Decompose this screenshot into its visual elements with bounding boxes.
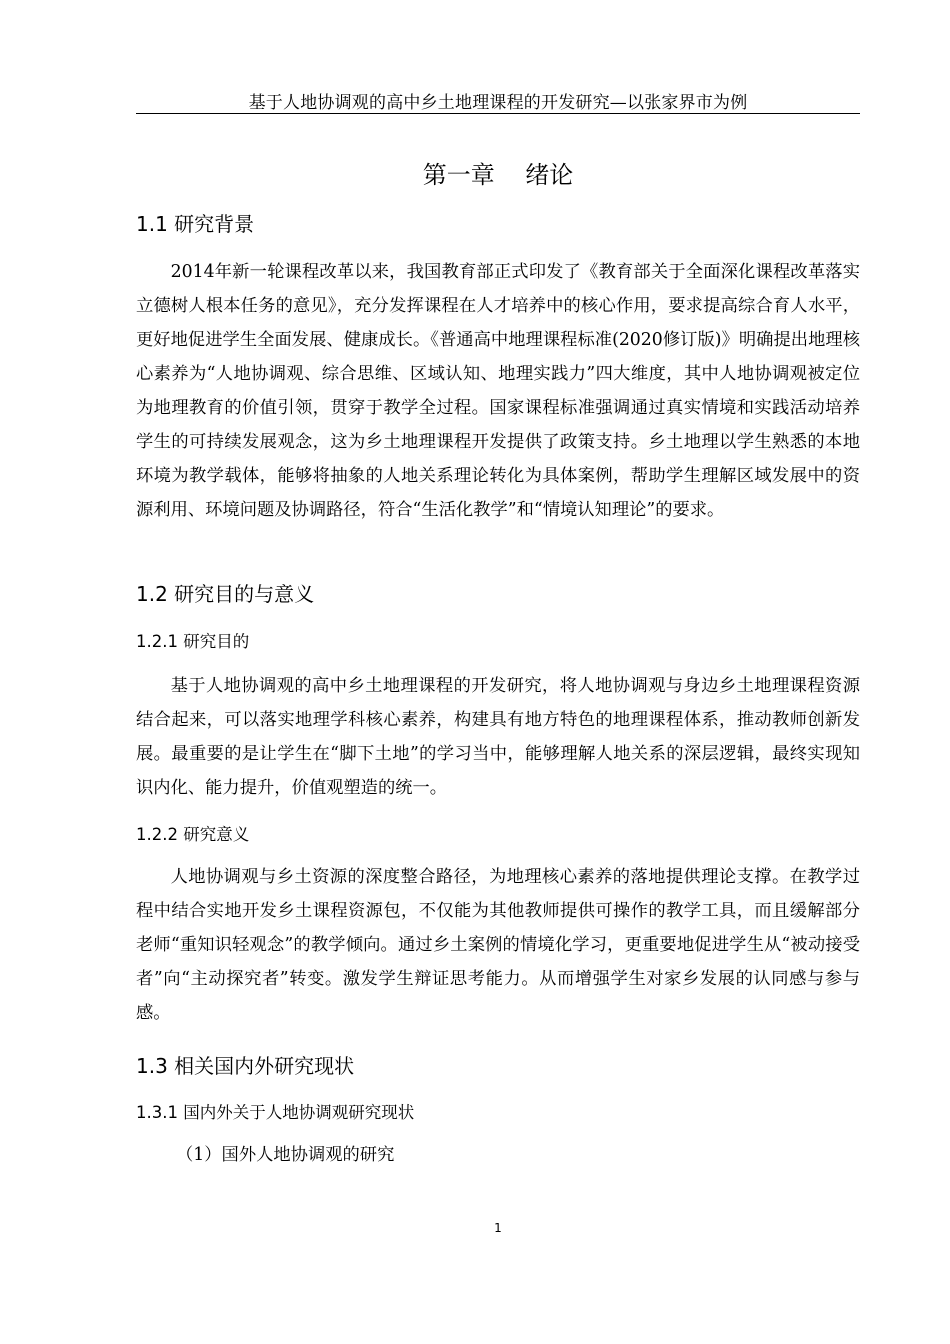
paragraph-research-purpose: 基于人地协调观的高中乡土地理课程的开发研究，将人地协调观与身边乡土地理课程资源结合起来，可以落实地理学科核心素养，构建具有地方特色的地理课程体系，推动教师创新发展。最重要的是让学生在“脚下土地”的学习当中，能够理解人地关系的深层逻辑，最终实现知识内化、能力提升，价值观塑造的统一。 [136,676,860,798]
running-header: 基于人地协调观的高中乡土地理课程的开发研究—以张家界市为例 [248,93,748,113]
section-heading-1-3: 1.3 相关国内外研究现状 [136,1054,355,1078]
section-heading-1-1: 1.1 研究背景 [136,212,255,236]
list-item-foreign-research: （1）国外人地协调观的研究 [176,1145,395,1165]
subsection-heading-1-3-1: 1.3.1 国内外关于人地协调观研究现状 [136,1103,415,1122]
section-heading-1-2: 1.2 研究目的与意义 [136,582,315,606]
paragraph-research-background: 2014年新一轮课程改革以来，我国教育部正式印发了《教育部关于全面深化课程改革落实立德树人根本任务的意见》，充分发挥课程在人才培养中的核心作用，要求提高综合育人水平，更好地促进学生全面发展、健康成长。《普通高中地理课程标准(2020修订版)》明确提出地理核心素养为“人地协调观、综合思维、区域认知、地理实践力”四大维度，其中人地协调观被定位为地理教育的价值引领，贯穿于教学全过程。国家课程标准强调通过真实情境和实践活动培养学生的可持续发展观念，这为乡土地理课程开发提供了政策支持。乡土地理以学生熟悉的本地环境为教学载体，能够将抽象的人地关系理论转化为具体案例，帮助学生理解区域发展中的资源利用、环境问题及协调路径，符合“生活化教学”和“情境认知理论”的要求。 [136,262,860,520]
page-number: 1 [494,1221,502,1235]
paragraph-research-significance: 人地协调观与乡土资源的深度整合路径，为地理核心素养的落地提供理论支撑。在教学过程中结合实地开发乡土课程资源包，不仅能为其他教师提供可操作的教学工具，而且缓解部分老师“重知识轻观念”的教学倾向。通过乡土案例的情境化学习，更重要地促进学生从“被动接受者”向“主动探究者”转变。激发学生辩证思考能力。从而增强学生对家乡发展的认同感与参与感。 [136,867,860,1023]
chapter-title: 第一章 绪论 [422,161,574,189]
subsection-heading-1-2-1: 1.2.1 研究目的 [136,632,250,651]
subsection-heading-1-2-2: 1.2.2 研究意义 [136,825,250,844]
header-rule [136,113,860,114]
